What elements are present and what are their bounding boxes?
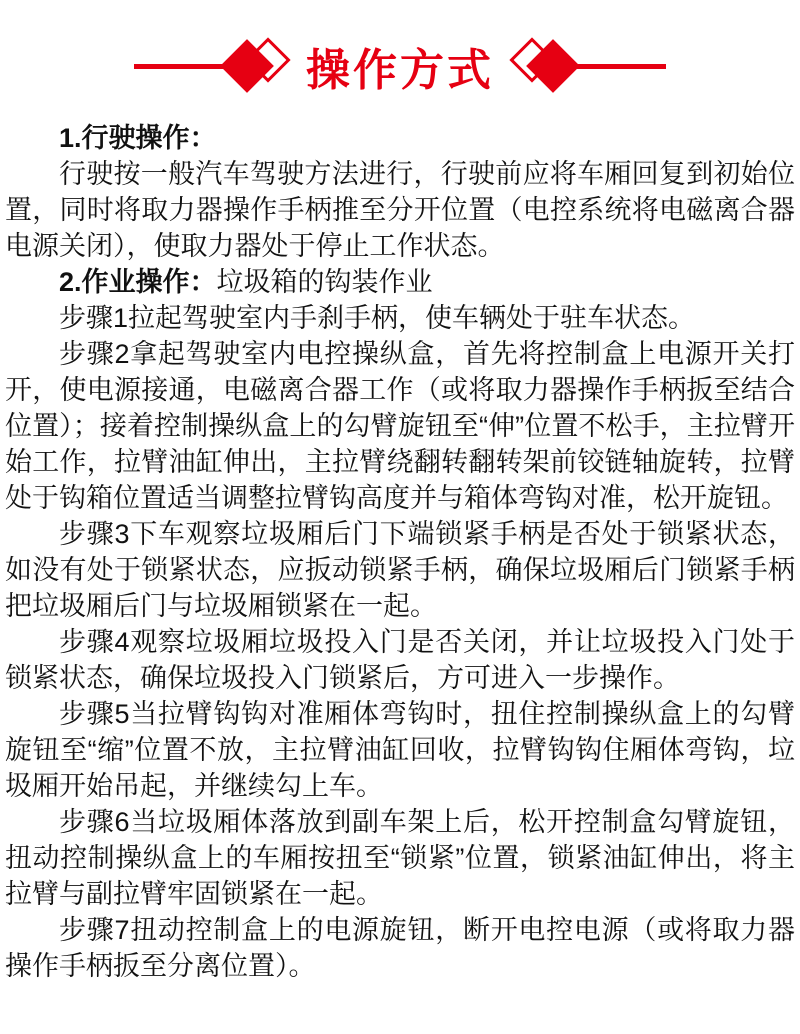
step-1-paragraph: 步骤1拉起驾驶室内手刹手柄，使车辆处于驻车状态。	[59, 303, 696, 333]
section-1-heading: 1.行驶操作：	[59, 123, 217, 153]
section-2-heading: 2.作业操作：	[59, 267, 217, 297]
step-6-paragraph: 步骤6当垃圾厢体落放到副车架上后，松开控制盒勾臂旋钮，扭动控制操纵盒上的车厢按扭至“锁紧”位置，锁紧油缸伸出，将主拉臂与副拉臂牢固锁紧在一起。	[5, 807, 795, 909]
section-header	[0, 34, 800, 98]
step-5-paragraph: 步骤5当拉臂钩钩对准厢体弯钩时，扭住控制操纵盒上的勾臂旋钮至“缩”位置不放，主拉臂油缸回收，拉臂钩钩住厢体弯钩，垃圾厢开始吊起，并继续勾上车。	[5, 699, 795, 801]
section-1-heading-row	[5, 120, 795, 156]
instruction-page	[0, 34, 800, 1034]
step-4-paragraph: 步骤4观察垃圾厢垃圾投入门是否关闭，并让垃圾投入门处于锁紧状态，确保垃圾投入门锁紧后，方可进入一步操作。	[5, 627, 795, 693]
section-2-subtitle: 垃圾箱的钩装作业	[216, 267, 433, 297]
section-1-paragraph: 行驶按一般汽车驾驶方法进行，行驶前应将车厢回复到初始位置，同时将取力器操作手柄推至分开位置（电控系统将电磁离合器电源关闭），使取力器处于停止工作状态。	[5, 159, 795, 261]
step-7-paragraph: 步骤7扭动控制盒上的电源旋钮，断开电控电源（或将取力器操作手柄扳至分离位置）。	[5, 915, 795, 981]
step-2-paragraph: 步骤2拿起驾驶室内电控操纵盒，首先将控制盒上电源开关打开，使电源接通，电磁离合器工作（或将取力器操作手柄扳至结合位置）；接着控制操纵盒上的勾臂旋钮至“伸”位置不松手，主拉臂开始工作，拉臂油缸伸出，主拉臂绕翻转翻转架前铰链轴旋转，拉臂处于钩箱位置适当调整拉臂钩高度并与箱体弯钩对准，松开旋钮。	[5, 339, 795, 513]
section-2-heading-row	[5, 264, 795, 300]
page-title: 操作方式	[306, 46, 494, 95]
instructions-body	[0, 120, 800, 984]
step-3-paragraph: 步骤3下车观察垃圾厢后门下端锁紧手柄是否处于锁紧状态，如没有处于锁紧状态，应扳动锁紧手柄，确保垃圾厢后门锁紧手柄把垃圾厢后门与垃圾厢锁紧在一起。	[5, 519, 795, 621]
